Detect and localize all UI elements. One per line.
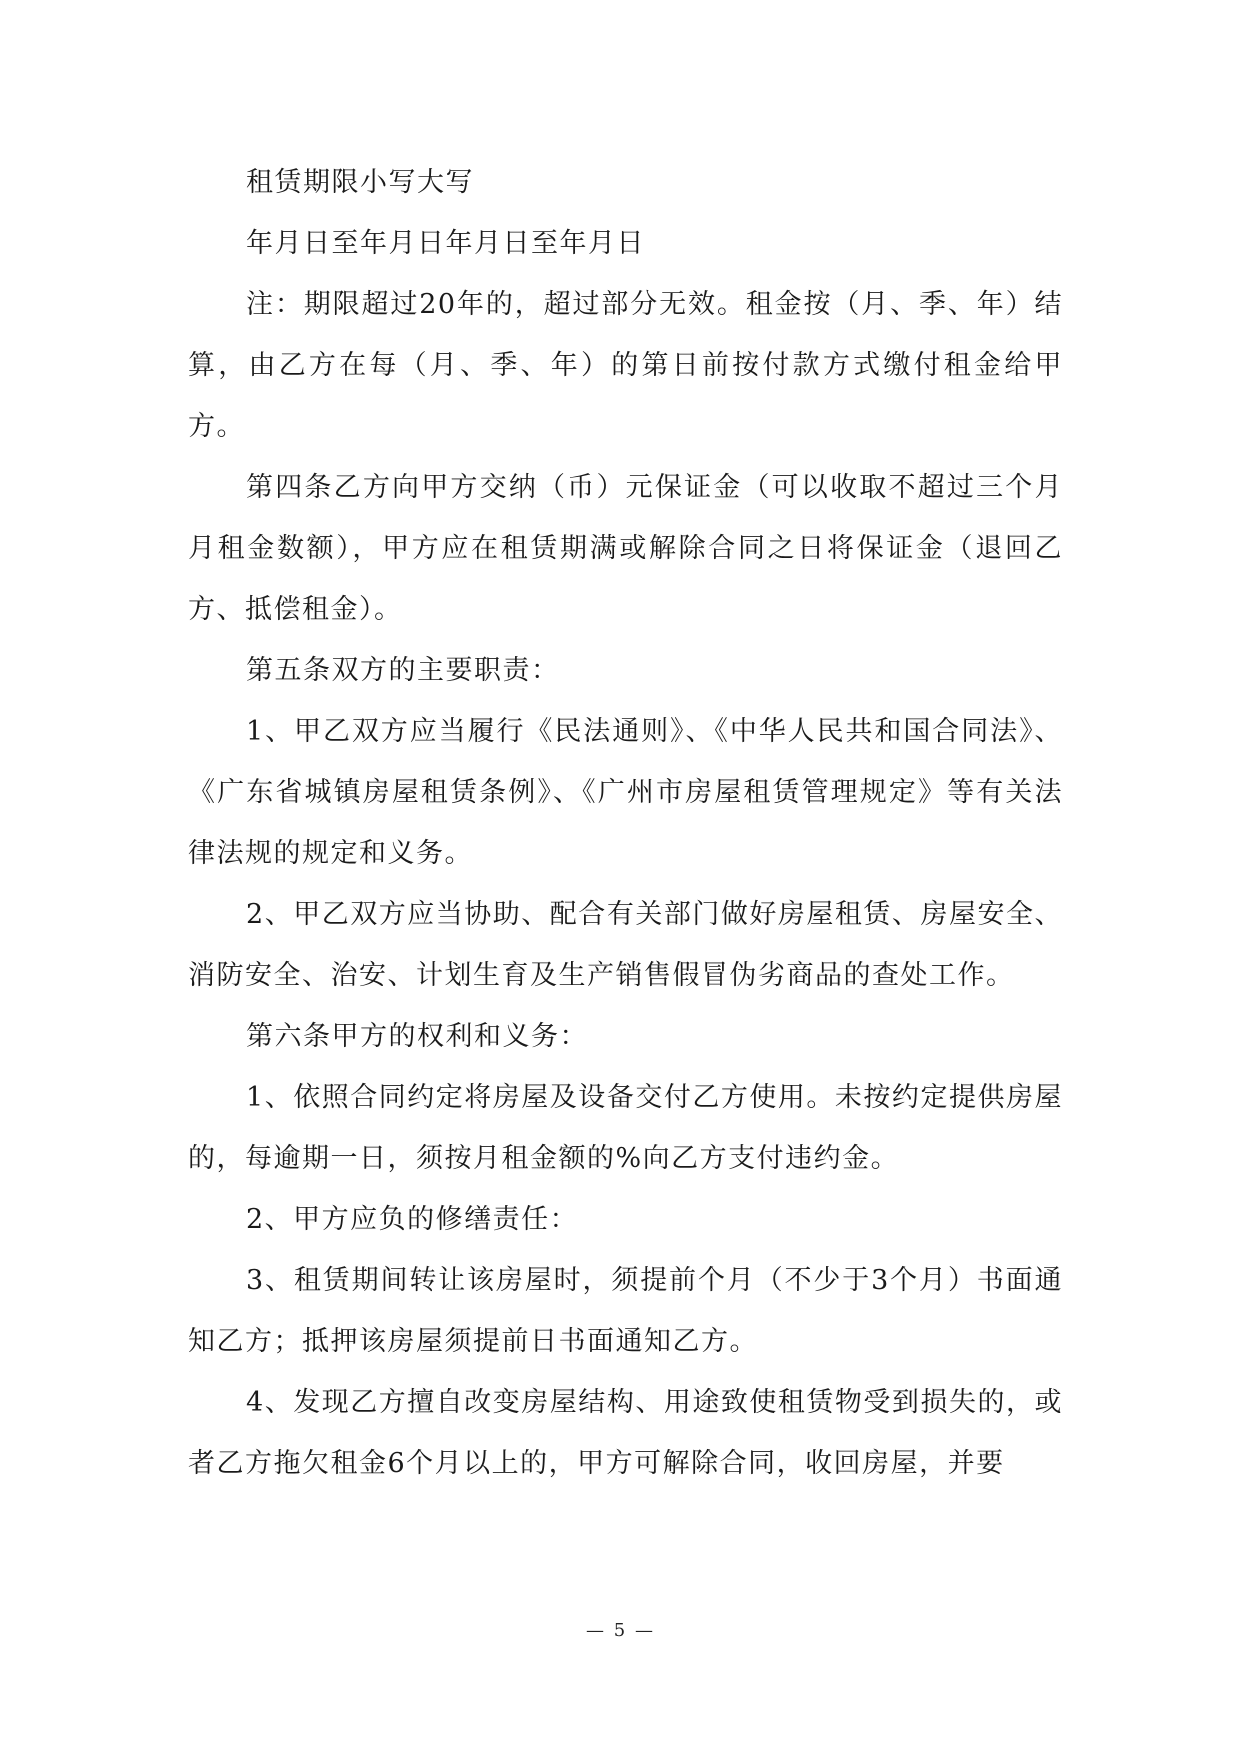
paragraph-lease-dates: 年月日至年月日年月日至年月日 (246, 228, 645, 259)
paragraph-article-5-item-2: 2、甲乙双方应当协助、配合有关部门做好房屋租赁、房屋安全、消防安全、治安、计划生育及生产销售假冒伪劣商品的查处工作。 (188, 899, 1063, 991)
document-body (188, 152, 1063, 1494)
paragraph-article-5-item-1: 1、甲乙双方应当履行《民法通则》、《中华人民共和国合同法》、《广东省城镇房屋租赁条例》、《广州市房屋租赁管理规定》等有关法律法规的规定和义务。 (188, 716, 1063, 869)
paragraph-article-6-item-3: 3、租赁期间转让该房屋时，须提前个月（不少于3个月）书面通知乙方；抵押该房屋须提前日书面通知乙方。 (188, 1265, 1063, 1357)
paragraph-article-5-title: 第五条双方的主要职责： (246, 655, 560, 686)
paragraph-article-6-title: 第六条甲方的权利和义务： (246, 1021, 588, 1052)
paragraph-article-6-item-2: 2、甲方应负的修缮责任： (246, 1204, 579, 1235)
paragraph-article-6-item-1: 1、依照合同约定将房屋及设备交付乙方使用。未按约定提供房屋的，每逾期一日，须按月租金额的%向乙方支付违约金。 (188, 1082, 1063, 1174)
paragraph-article-4-deposit: 第四条乙方向甲方交纳（币）元保证金（可以收取不超过三个月月租金数额），甲方应在租赁期满或解除合同之日将保证金（退回乙方、抵偿租金）。 (188, 472, 1063, 625)
paragraph-lease-term-header: 租赁期限小写大写 (246, 167, 474, 198)
page-number: — 5 — (586, 1620, 655, 1641)
paragraph-note-rent-payment: 注：期限超过20年的，超过部分无效。租金按（月、季、年）结算，由乙方在每（月、季、年）的第日前按付款方式缴付租金给甲方。 (188, 289, 1063, 442)
paragraph-article-6-item-4: 4、发现乙方擅自改变房屋结构、用途致使租赁物受到损失的，或者乙方拖欠租金6个月以上的，甲方可解除合同，收回房屋，并要 (188, 1387, 1063, 1479)
